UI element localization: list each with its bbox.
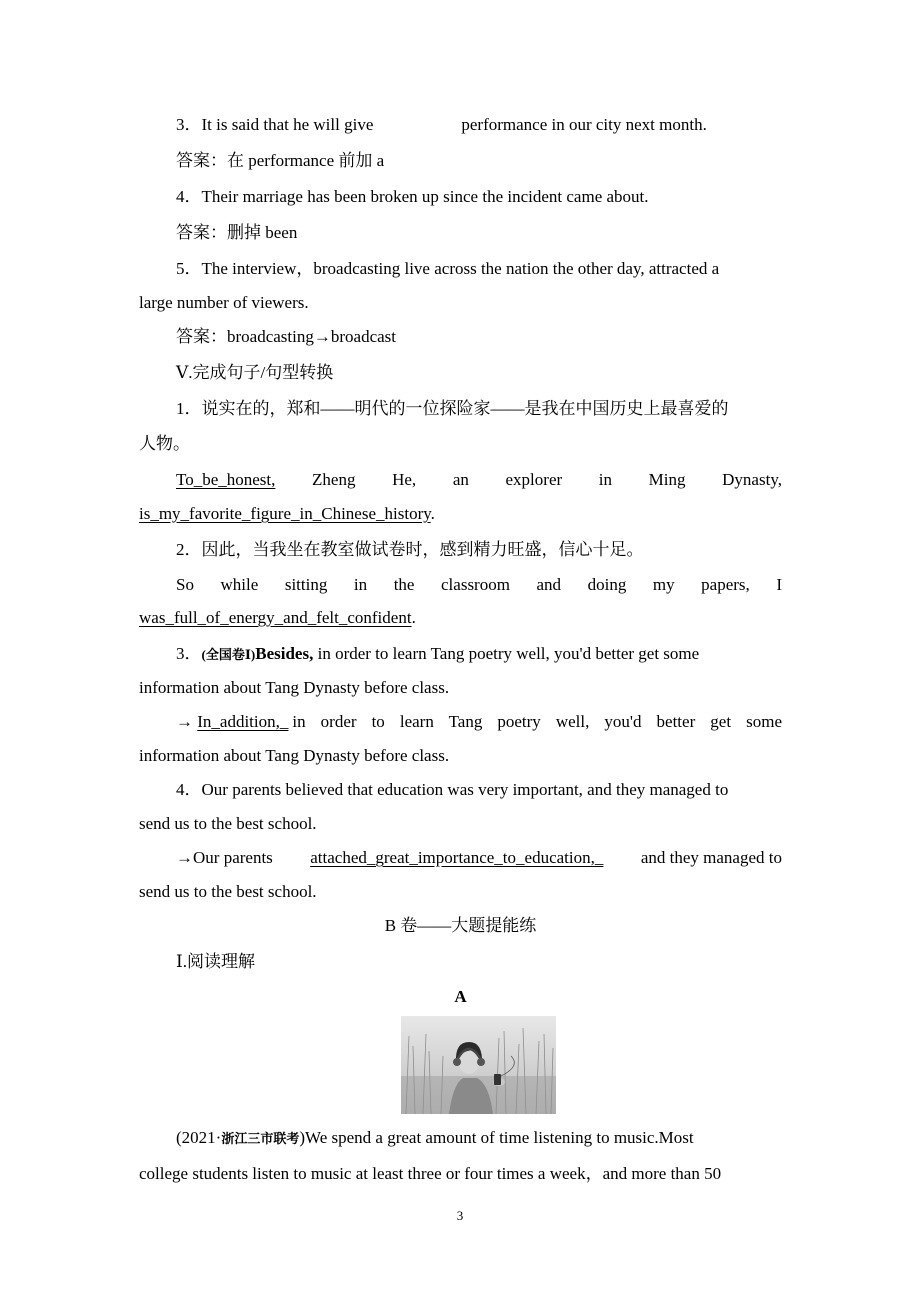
q5-line2: large number of viewers. — [139, 293, 309, 312]
s3-line1 — [139, 643, 782, 666]
s4-answer-start: →Our parents — [176, 848, 273, 867]
s3-bold-word: Besides, — [255, 644, 314, 663]
page-number: 3 — [456, 1208, 464, 1223]
q3-text-b: performance in our city next month. — [461, 115, 707, 134]
s4-answer: attached_great_importance_to_education,_ — [310, 848, 604, 867]
s4-line2: send us to the best school. — [139, 814, 317, 833]
s1-answer-part1: To_be_honest, — [176, 470, 276, 489]
s1-en-line1 — [139, 469, 782, 491]
word: Zheng — [312, 470, 356, 489]
s4-answer-rest: and they managed to — [640, 848, 782, 867]
q4-answer: 答案：删掉 been — [176, 223, 298, 242]
word: I — [776, 575, 782, 594]
passage-text: We spend a great amount of time listening to music.Most — [305, 1128, 694, 1147]
partB-title: B 卷——大题提能练 — [384, 916, 537, 935]
s3-rest: in order to learn Tang poetry well, you'd better get some — [313, 644, 700, 663]
section5-title: Ⅴ.完成句子/句型转换 — [176, 363, 334, 382]
s2-answer: was_full_of_energy_and_felt_confident — [139, 608, 412, 627]
passage-photo — [401, 1016, 556, 1114]
q4-line: 4．Their marriage has been broken up since the incident came about. — [176, 187, 649, 206]
s3-answer-line1 — [139, 711, 782, 733]
passage-line1 — [139, 1127, 782, 1150]
girl-listening-music-image — [401, 1016, 556, 1114]
q3-line — [139, 114, 782, 136]
word: sitting — [284, 575, 328, 594]
s1-answer-part2: is_my_favorite_figure_in_Chinese_history — [139, 504, 431, 523]
period: . — [411, 608, 416, 627]
word: and — [536, 575, 562, 594]
s4-answer-line2: send us to the best school. — [139, 882, 317, 901]
arrow-icon: → — [176, 712, 193, 731]
s3-answer-rest: in order to learn Tang poetry well, you'd better get some — [292, 712, 782, 731]
s3-answer-line2: information about Tang Dynasty before class. — [139, 746, 450, 765]
word: explorer — [505, 470, 563, 489]
period: . — [430, 504, 435, 523]
reading-section-title: Ⅰ.阅读理解 — [176, 952, 255, 971]
s3-source: (全国卷Ⅰ) — [201, 647, 256, 662]
passage-line2: college students listen to music at least three or four times a week，and more than 50 — [139, 1164, 722, 1183]
word: Dynasty, — [722, 470, 782, 489]
q5-answer: 答案：broadcasting→broadcast — [176, 327, 396, 346]
s1-cn-line2: 人物。 — [139, 434, 190, 453]
source-name: 浙江三市联考 — [221, 1131, 300, 1146]
word: doing — [587, 575, 627, 594]
word: the — [393, 575, 415, 594]
word: in — [353, 575, 368, 594]
s3-number: 3． — [176, 644, 202, 663]
s3-answer-start — [176, 711, 288, 733]
s3-line2: information about Tang Dynasty before class. — [139, 678, 450, 697]
word: Ming — [648, 470, 686, 489]
s2-en-line2 — [139, 607, 782, 629]
word: He, — [392, 470, 417, 489]
word: classroom — [441, 575, 510, 594]
s1-cn-line1: 1．说实在的，郑和——明代的一位探险家——是我在中国历史上最喜爱的 — [176, 399, 729, 418]
word: in — [598, 470, 613, 489]
q3-answer: 答案：在 performance 前加 a — [176, 151, 385, 170]
s3-answer: In_addition,_ — [197, 712, 289, 731]
word: while — [220, 575, 259, 594]
s4-line1: 4．Our parents believed that education was very important, and they managed to — [176, 780, 729, 799]
s2-cn: 2．因此，当我坐在教室做试卷时，感到精力旺盛，信心十足。 — [176, 540, 644, 559]
source-prefix: (2021· — [176, 1128, 222, 1147]
q5-line1: 5．The interview，broadcasting live across the nation the other day, attracted a — [176, 259, 720, 278]
s1-en-line2 — [139, 503, 782, 525]
word: papers, — [701, 575, 750, 594]
s2-en-line1 — [139, 574, 782, 596]
word: my — [652, 575, 675, 594]
s4-answer-line1 — [139, 847, 782, 869]
source-suffix: ) — [299, 1128, 306, 1147]
q3-text-a: 3．It is said that he will give — [176, 115, 374, 134]
word: an — [452, 470, 469, 489]
word: So — [176, 575, 194, 594]
passage-label: A — [454, 987, 467, 1006]
